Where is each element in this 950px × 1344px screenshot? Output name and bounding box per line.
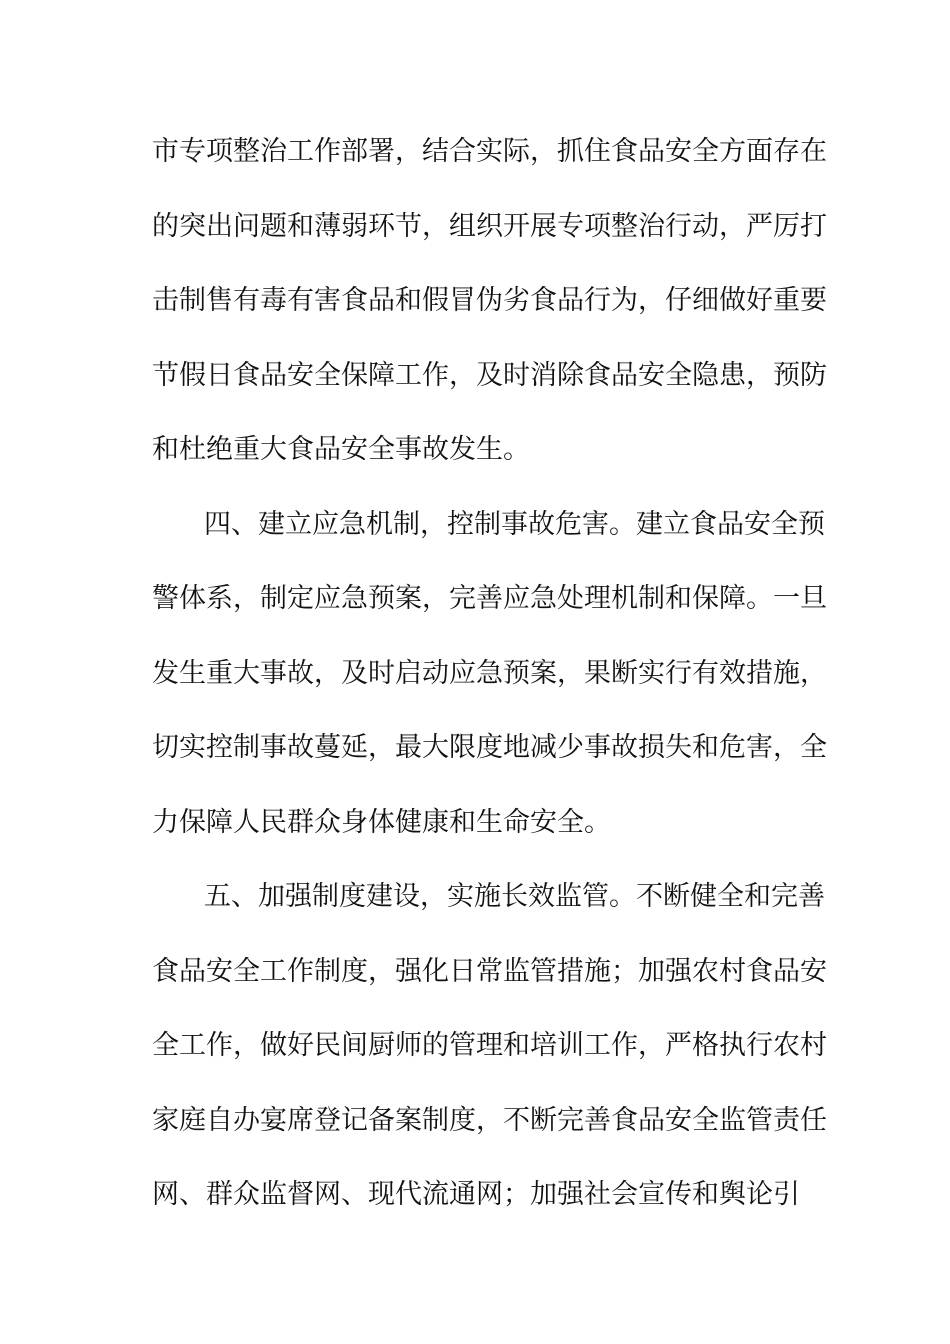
text-line: 力保障人民群众身体健康和生命安全。 (152, 806, 611, 838)
text-line: 节假日食品安全保障工作，及时消除食品安全隐患，预防 (152, 359, 827, 391)
paragraph-start-line: 四、建立应急机制，控制事故危害。建立食品安全预 (204, 508, 825, 540)
text-line: 和杜绝重大食品安全事故发生。 (152, 434, 530, 465)
text-line: 网、群众监督网、现代流通网；加强社会宣传和舆论引 (152, 1179, 800, 1210)
text-line: 的突出问题和薄弱环节，组织开展专项整治行动，严厉打 (152, 210, 827, 242)
paragraph-start-line: 五、加强制度建设，实施长效监管。不断健全和完善 (204, 881, 825, 912)
text-line: 家庭自办宴席登记备案制度，不断完善食品安全监管责任 (152, 1104, 827, 1136)
text-line: 发生重大事故，及时启动应急预案，果断实行有效措施， (152, 657, 827, 689)
text-line: 市专项整治工作部署，结合实际，抓住食品安全方面存在 (152, 136, 827, 167)
text-line: 全工作，做好民间厨师的管理和培训工作，严格执行农村 (152, 1030, 827, 1061)
text-line: 切实控制事故蔓延，最大限度地减少事故损失和危害，全 (152, 732, 827, 763)
body-text (152, 128, 827, 1246)
text-line: 击制售有毒有害食品和假冒伪劣食品行为，仔细做好重要 (152, 285, 827, 316)
text-line: 警体系，制定应急预案，完善应急处理机制和保障。一旦 (152, 583, 827, 614)
text-line: 食品安全工作制度，强化日常监管措施；加强农村食品安 (152, 955, 827, 987)
